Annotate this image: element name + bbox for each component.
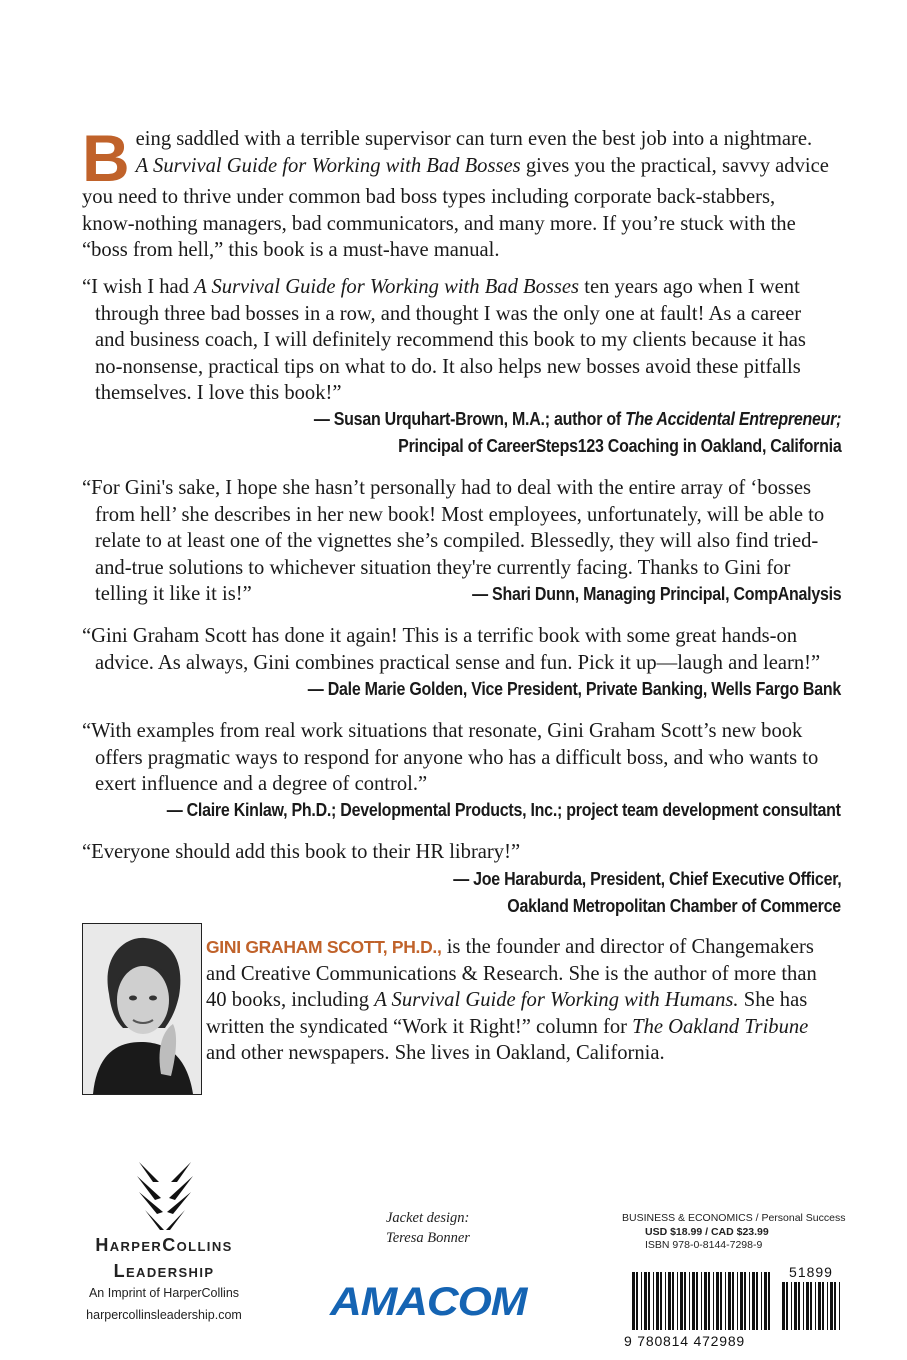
barcode-bar: [749, 1272, 750, 1330]
barcode-bar: [728, 1272, 731, 1330]
book-isbn: ISBN 978-0-8144-7298-9: [645, 1239, 763, 1251]
barcode-bar: [786, 1282, 788, 1330]
barcode-bar: [641, 1272, 642, 1330]
barcode-bar: [648, 1272, 650, 1330]
barcode-bar: [815, 1282, 816, 1330]
barcode-bar: [689, 1272, 690, 1330]
barcode-bar: [806, 1282, 809, 1330]
barcode-bar: [725, 1272, 726, 1330]
barcode-block: [622, 1212, 862, 1349]
testimonial-attribution: — Joe Haraburda, President, Chief Executive Officer,: [452, 868, 841, 889]
barcode-bar: [756, 1272, 758, 1330]
jacket-credit: Jacket design: Teresa Bonner: [386, 1210, 470, 1246]
publisher-name: HarperCollins Leadership: [95, 1235, 233, 1281]
barcode-bar: [692, 1272, 695, 1330]
barcode-bar: [732, 1272, 734, 1330]
testimonial-quote: “For Gini's sake, I hope she hasn’t personally had to deal with the entire array of ‘bosses from hell’ she describes in her new book! Most employees, unfortunately, will be able to relate to at least one of the vignettes she’s compiled. Blessedly, they will also find tried- and-true solutions to whichever situation they're currently facing. Thanks to Gini for telling it like it is!”: [82, 477, 825, 606]
barcode-bar: [740, 1272, 743, 1330]
intro-paragraph: [82, 121, 829, 264]
barcode-bar: [839, 1282, 840, 1330]
isbn-digits: 9 780814 472989: [624, 1333, 745, 1349]
testimonial-quote: “Gini Graham Scott has done it again! This is a terrific book with some great hands-on advice. As always, Gini combines practical sense and fun. Pick it up—laugh and learn!”: [82, 625, 821, 674]
intro-line: eing saddled with a terrible supervisor can turn even the best job into a nightmare.: [135, 128, 813, 150]
barcode-bar: [794, 1282, 797, 1330]
testimonial-attribution: Principal of CareerSteps123 Coaching in Oakland, California: [397, 435, 841, 456]
intro-line: you need to thrive under common bad boss types including corporate back-stabbers,: [82, 186, 776, 208]
barcode-bar: [701, 1272, 702, 1330]
barcode-bar: [665, 1272, 666, 1330]
addon-barcode-bars-icon: [782, 1282, 840, 1330]
testimonial-attribution: Oakland Metropolitan Chamber of Commerce: [507, 895, 841, 916]
barcode-bars-icon: [632, 1272, 770, 1330]
barcode-bar: [708, 1272, 710, 1330]
isbn-barcode: [622, 1266, 848, 1350]
barcode-bar: [803, 1282, 804, 1330]
barcode-bar: [761, 1272, 762, 1330]
book-category: BUSINESS & ECONOMICS / Personal Success: [622, 1212, 846, 1224]
barcode-bar: [680, 1272, 683, 1330]
barcode-bar: [768, 1272, 770, 1330]
testimonial-quote: “Everyone should add this book to their HR library!”: [82, 841, 521, 863]
barcode-bar: [672, 1272, 674, 1330]
barcode-bar: [636, 1272, 638, 1330]
book-price: USD $18.99 / CAD $23.99: [645, 1226, 769, 1238]
barcode-bar: [822, 1282, 824, 1330]
barcode-bar: [704, 1272, 707, 1330]
barcode-bar: [696, 1272, 698, 1330]
barcode-bar: [744, 1272, 746, 1330]
barcode-bar: [764, 1272, 767, 1330]
barcode-bar: [668, 1272, 671, 1330]
barcode-bar: [656, 1272, 659, 1330]
barcode-bar: [653, 1272, 654, 1330]
publisher-imprint: An Imprint of HarperCollins: [88, 1286, 240, 1300]
intro-line: “boss from hell,” this book is a must-have manual.: [82, 239, 500, 262]
amacom-logo: AMACOM: [330, 1280, 527, 1324]
barcode-bar: [720, 1272, 722, 1330]
testimonial-quote: “With examples from real work situations that resonate, Gini Graham Scott’s new book offers pragmatic ways to respond for anyone who has a difficult boss, and who wants to exert influence and a degree of control.”: [82, 720, 819, 796]
testimonial-attribution: — Dale Marie Golden, Vice President, Private Banking, Wells Fargo Bank: [307, 678, 841, 699]
testimonial-attribution: — Shari Dunn, Managing Principal, CompAnalysis: [471, 583, 841, 604]
barcode-bar: [791, 1282, 792, 1330]
testimonial-attribution: — Susan Urquhart-Brown, M.A.; author of The Accidental Entrepreneur;: [313, 408, 841, 429]
harpercollins-logo-icon: [135, 1160, 195, 1232]
barcode-bar: [684, 1272, 686, 1330]
drop-cap: B: [82, 121, 130, 195]
author-name: GINI GRAHAM SCOTT, PH.D.,: [206, 937, 442, 957]
author-bio: GINI GRAHAM SCOTT, PH.D., is the founder and director of Changemakers and Creative Communications & Research. She is the author of more than 40 books, including A Survival Guide for Working with Humans. She has written the syndicated “Work it Right!” column for The Oakland Tribune and other newspapers. She lives in Oakland, California.: [206, 936, 817, 1065]
barcode-bar: [834, 1282, 836, 1330]
barcode-bar: [660, 1272, 662, 1330]
barcode-bar: [830, 1282, 833, 1330]
testimonial-quote: “I wish I had A Survival Guide for Working with Bad Bosses ten years ago when I went through three bad bosses in a row, and thought I was the only one at fault! As a career and business coach, I will definitely recommend this book to my clients because it has no-nonsense, practical tips on what to do. It also helps new bosses avoid these pitfalls themselves. I love this book!”: [82, 276, 806, 405]
author-photo: [82, 923, 202, 1095]
barcode-bar: [632, 1272, 635, 1330]
barcode-bar: [827, 1282, 828, 1330]
barcode-bar: [752, 1272, 755, 1330]
barcode-bar: [737, 1272, 738, 1330]
barcode-bar: [798, 1282, 800, 1330]
barcode-bar: [644, 1272, 647, 1330]
barcode-bar: [810, 1282, 812, 1330]
testimonial-attribution: — Claire Kinlaw, Ph.D.; Developmental Products, Inc.; project team development consultant: [167, 799, 841, 820]
barcode-bar: [716, 1272, 719, 1330]
book-title: A Survival Guide for Working with Bad Bosses: [135, 154, 521, 177]
author-portrait-image: [83, 924, 201, 1094]
barcode-bar: [677, 1272, 678, 1330]
intro-line: know-nothing managers, bad communicators, and many more. If you’re stuck with the: [82, 212, 796, 235]
barcode-bar: [713, 1272, 714, 1330]
barcode-bar: [818, 1282, 821, 1330]
intro-line: A Survival Guide for Working with Bad Bosses gives you the practical, savvy advice: [135, 154, 829, 177]
addon-digits: 51899: [789, 1266, 833, 1280]
publisher-url: harpercollinsleadership.com: [86, 1308, 242, 1322]
barcode-bar: [782, 1282, 785, 1330]
